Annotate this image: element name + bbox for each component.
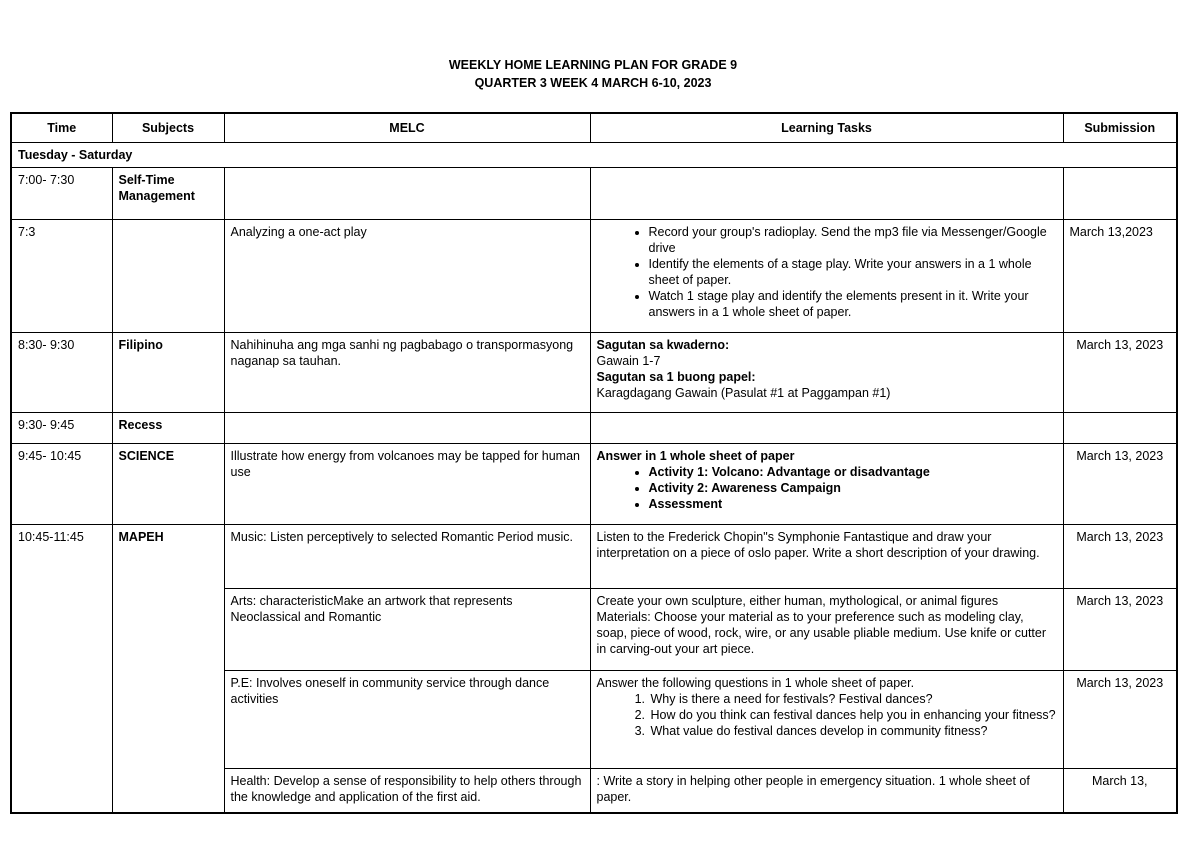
task-line: Gawain 1-7 <box>596 354 661 368</box>
cell-tasks <box>590 413 1063 444</box>
cell-time: 9:45- 10:45 <box>11 444 112 525</box>
cell-melc: Music: Listen perceptively to selected Romantic Period music. <box>224 525 590 589</box>
cell-tasks <box>590 168 1063 220</box>
list-item: • Record your group's radioplay. Send the mp3 file via Messenger/Google drive <box>649 224 1057 256</box>
cell-tasks <box>590 444 1063 525</box>
table-row <box>11 220 1177 333</box>
cell-submission: March 13, <box>1063 769 1177 813</box>
page-title: WEEKLY HOME LEARNING PLAN FOR GRADE 9 <box>448 58 738 72</box>
table-row <box>11 444 1177 525</box>
task-heading: Sagutan sa kwaderno: <box>596 338 730 352</box>
col-time: Time <box>11 113 112 143</box>
cell-tasks <box>590 589 1063 671</box>
list-item: 3. What value do festival dances develop in community fitness? <box>649 723 1057 739</box>
table-row <box>11 333 1177 413</box>
cell-melc <box>224 413 590 444</box>
cell-tasks <box>590 220 1063 333</box>
cell-melc: Health: Develop a sense of responsibility to help others through the knowledge and application of the first aid. <box>224 769 590 813</box>
cell-melc <box>224 168 590 220</box>
cell-time: 7:00- 7:30 <box>11 168 112 220</box>
cell-subject <box>112 220 224 333</box>
task-heading: Answer in 1 whole sheet of paper <box>596 449 795 463</box>
cell-subject: SCIENCE <box>112 444 224 525</box>
question-list <box>597 691 1057 739</box>
cell-submission: March 13, 2023 <box>1063 589 1177 671</box>
cell-submission: March 13, 2023 <box>1063 525 1177 589</box>
list-item: • Identify the elements of a stage play. Write your answers in a 1 whole sheet of paper. <box>649 256 1057 288</box>
list-item: • Watch 1 stage play and identify the elements present in it. Write your answers in a 1 whole sheet of paper. <box>649 288 1057 320</box>
table-row <box>11 525 1177 589</box>
table-row <box>11 168 1177 220</box>
task-line: Materials: Choose your material as to your preference such as modeling clay, soap, piece of wood, rock, wire, or any usable pliable medium. Use knife or cutter in carving-out your art piece. <box>596 610 1047 656</box>
cell-melc: Arts: characteristicMake an artwork that represents Neoclassical and Romantic <box>224 589 590 671</box>
cell-subject: Filipino <box>112 333 224 413</box>
cell-time: 8:30- 9:30 <box>11 333 112 413</box>
cell-subject: Self-Time Management <box>112 168 224 220</box>
cell-melc: Nahihinuha ang mga sanhi ng pagbabago o transpormasyong naganap sa tauhan. <box>224 333 590 413</box>
cell-tasks <box>590 333 1063 413</box>
list-item: • Activity 1: Volcano: Advantage or disadvantage <box>649 464 1057 480</box>
cell-time: 7:3 <box>11 220 112 333</box>
cell-submission <box>1063 168 1177 220</box>
cell-tasks: Listen to the Frederick Chopin"s Symphonie Fantastique and draw your interpretation on a piece of oslo paper. Write a short description of your drawing. <box>590 525 1063 589</box>
header-row <box>11 113 1177 143</box>
learning-plan-table <box>10 112 1178 814</box>
cell-submission: March 13,2023 <box>1063 220 1177 333</box>
section-label: Tuesday - Saturday <box>11 143 1177 168</box>
cell-time: 9:30- 9:45 <box>11 413 112 444</box>
col-subjects: Subjects <box>112 113 224 143</box>
list-item: 1. Why is there a need for festivals? Festival dances? <box>649 691 1057 707</box>
cell-tasks: : Write a story in helping other people in emergency situation. 1 whole sheet of paper. <box>590 769 1063 813</box>
col-melc: MELC <box>224 113 590 143</box>
list-item: • Assessment <box>649 496 1057 512</box>
cell-submission: March 13, 2023 <box>1063 671 1177 769</box>
list-item: 2. How do you think can festival dances help you in enhancing your fitness? <box>649 707 1057 723</box>
cell-melc: Illustrate how energy from volcanoes may be tapped for human use <box>224 444 590 525</box>
cell-melc: Analyzing a one-act play <box>224 220 590 333</box>
section-row <box>11 143 1177 168</box>
task-heading: Sagutan sa 1 buong papel: <box>596 370 756 384</box>
cell-tasks <box>590 671 1063 769</box>
task-line: Karagdagang Gawain (Pasulat #1 at Paggampan #1) <box>596 386 891 400</box>
cell-subject: MAPEH <box>112 525 224 813</box>
col-learning-tasks: Learning Tasks <box>590 113 1063 143</box>
table-row <box>11 413 1177 444</box>
list-item: • Activity 2: Awareness Campaign <box>649 480 1057 496</box>
cell-time: 10:45-11:45 <box>11 525 112 813</box>
task-list <box>597 464 1057 512</box>
cell-subject: Recess <box>112 413 224 444</box>
cell-submission: March 13, 2023 <box>1063 444 1177 525</box>
cell-submission <box>1063 413 1177 444</box>
cell-melc: P.E: Involves oneself in community service through dance activities <box>224 671 590 769</box>
task-line: Create your own sculpture, either human, mythological, or animal figures <box>596 594 999 608</box>
task-heading: Answer the following questions in 1 whole sheet of paper. <box>596 676 915 690</box>
col-submission: Submission <box>1063 113 1177 143</box>
page-subtitle: QUARTER 3 WEEK 4 MARCH 6-10, 2023 <box>474 76 712 90</box>
task-list <box>597 224 1057 320</box>
cell-submission: March 13, 2023 <box>1063 333 1177 413</box>
